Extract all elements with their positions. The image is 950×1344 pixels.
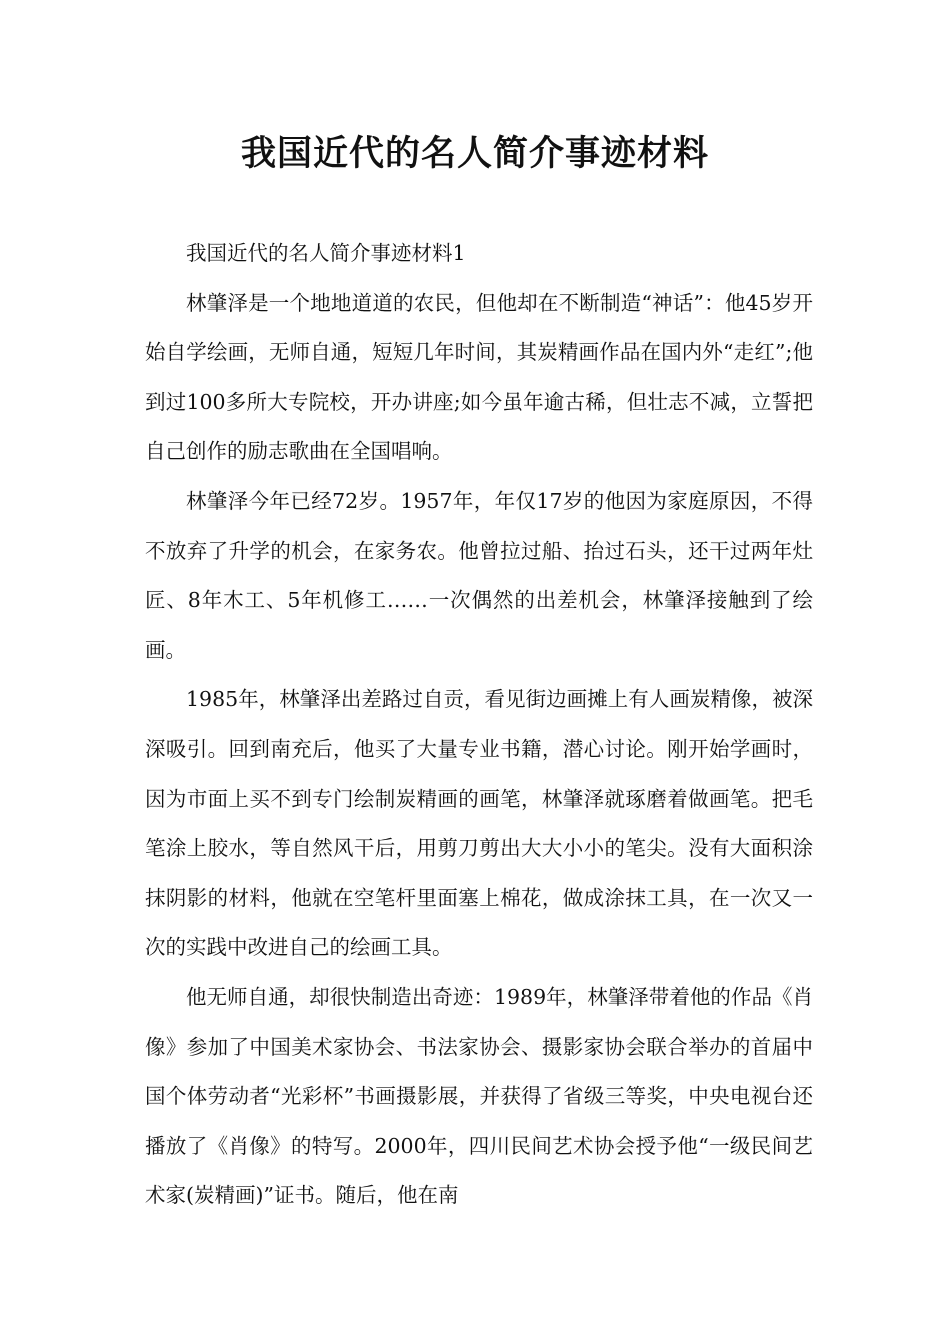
subtitle-paragraph: 我国近代的名人简介事迹材料1	[186, 241, 466, 265]
body-paragraph: 林肇泽是一个地地道道的农民，但他却在不断制造“神话”：他45岁开始自学绘画，无师自通，短短几年时间，其炭精画作品在国内外“走红”;他到过100多所大专院校，开办讲座;如今虽年逾古稀，但壮志不减，立誓把自己创作的励志歌曲在全国唱响。	[145, 290, 813, 464]
document-body	[145, 229, 813, 1221]
body-paragraph: 他无师自通，却很快制造出奇迹：1989年，林肇泽带着他的作品《肖像》参加了中国美术家协会、书法家协会、摄影家协会联合举办的首届中国个体劳动者“光彩杯”书画摄影展，并获得了省级三等奖，中央电视台还播放了《肖像》的特写。2000年，四川民间艺术协会授予他“一级民间艺术家(炭精画)”证书。随后，他在南	[145, 984, 813, 1208]
body-paragraph: 1985年，林肇泽出差路过自贡，看见街边画摊上有人画炭精像，被深深吸引。回到南充后，他买了大量专业书籍，潜心讨论。刚开始学画时，因为市面上买不到专门绘制炭精画的画笔，林肇泽就琢磨着做画笔。把毛笔涂上胶水，等自然风干后，用剪刀剪出大大小小的笔尖。没有大面积涂抹阴影的材料，他就在空笔杆里面塞上棉花，做成涂抹工具，在一次又一次的实践中改进自己的绘画工具。	[145, 687, 813, 960]
body-paragraph: 林肇泽今年已经72岁。1957年，年仅17岁的他因为家庭原因，不得不放弃了升学的机会，在家务农。他曾拉过船、抬过石头，还干过两年灶匠、8年木工、5年机修工……一次偶然的出差机会，林肇泽接触到了绘画。	[145, 488, 813, 662]
document-title: 我国近代的名人简介事迹材料	[240, 133, 709, 174]
